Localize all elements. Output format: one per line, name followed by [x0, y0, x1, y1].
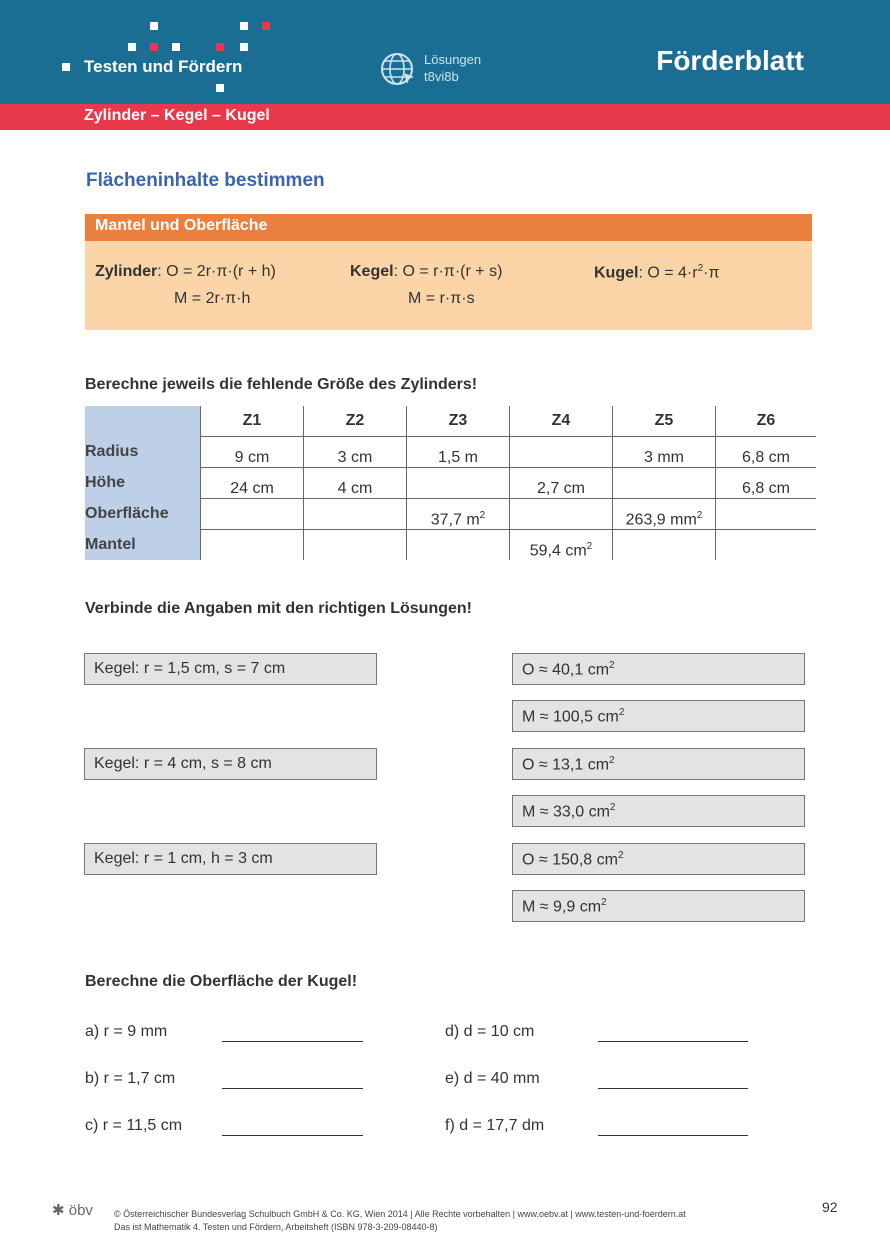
footer-text: [114, 1208, 686, 1234]
table-cell[interactable]: [716, 499, 817, 530]
table-cell[interactable]: 6,8 cm: [716, 437, 817, 468]
formula-box-heading: Mantel und Oberfläche: [85, 214, 812, 241]
table-cell[interactable]: [201, 530, 304, 561]
table-cell[interactable]: [716, 530, 817, 561]
solutions-link[interactable]: [424, 51, 481, 85]
page-title: Förderblatt: [656, 45, 804, 76]
answer-line[interactable]: [598, 1041, 748, 1042]
logo-dot: [62, 63, 70, 71]
topic-label: Zylinder – Kegel – Kugel: [84, 107, 270, 124]
table-cell[interactable]: [407, 468, 510, 499]
table-cell[interactable]: 263,9 $mm^2$: [613, 499, 716, 530]
table-cell[interactable]: 37,7 $m^2$: [407, 499, 510, 530]
table-cell[interactable]: 4 cm: [304, 468, 407, 499]
copyright-line: © Österreichischer Bundesverlag Schulbuch GmbH & Co. KG, Wien 2014 | Alle Rechte vorbehalten | www.oebv.at | www.testen-und-foerdern.at: [114, 1209, 686, 1219]
table-cell[interactable]: [510, 499, 613, 530]
section-title: Flächeninhalte bestimmen: [86, 170, 325, 191]
table-cell[interactable]: 3 cm: [304, 437, 407, 468]
sparkle-icon: ✱: [52, 1202, 65, 1219]
logo-dot: [128, 43, 136, 51]
logo-dot: [216, 84, 224, 92]
exercise-label: f) d = 17,7 dm: [445, 1117, 545, 1134]
table-cell[interactable]: [201, 499, 304, 530]
logo-dot: [150, 43, 158, 51]
exercise-label: c) r = 11,5 cm: [85, 1117, 183, 1134]
solution-box[interactable]: M ≈ 100,5 $cm^2$: [512, 700, 805, 732]
solution-box[interactable]: M ≈ 9,9 $cm^2$: [512, 890, 805, 922]
solution-box[interactable]: M ≈ 33,0 $cm^2$: [512, 795, 805, 827]
kegel-mantle-formula: M = r·π·s: [408, 290, 475, 307]
table-cell[interactable]: [407, 530, 510, 561]
answer-line[interactable]: [222, 1041, 363, 1042]
globe-icon: [380, 51, 416, 87]
col-header: Z5: [613, 406, 716, 437]
table-cell[interactable]: 2,7 cm: [510, 468, 613, 499]
solutions-code: t8vi8b: [424, 69, 459, 84]
table-row: [85, 499, 816, 530]
cylinder-table: [85, 406, 816, 560]
table-row: [85, 468, 816, 499]
row-label: Höhe: [85, 468, 201, 499]
answer-line[interactable]: [598, 1088, 748, 1089]
table-cell[interactable]: [613, 468, 716, 499]
task-connect: Verbinde die Angaben mit den richtigen Lösungen!: [85, 600, 472, 617]
logo-dot: [240, 43, 248, 51]
table-cell[interactable]: 24 cm: [201, 468, 304, 499]
answer-line[interactable]: [222, 1088, 363, 1089]
task-cylinder: Berechne jeweils die fehlende Größe des Zylinders!: [85, 376, 478, 393]
col-header: Z6: [716, 406, 817, 437]
row-label: Mantel: [85, 530, 201, 561]
exercise-label: d) d = 10 cm: [445, 1023, 535, 1040]
logo-dot: [172, 43, 180, 51]
zylinder-surface-formula: Zylinder: O = 2r·π·(r + h): [95, 263, 276, 280]
exercise-label: b) r = 1,7 cm: [85, 1070, 176, 1087]
zylinder-mantle-formula: M = 2r·π·h: [174, 290, 251, 307]
task-sphere: Berechne die Oberfläche der Kugel!: [85, 973, 358, 990]
logo-dot: [262, 22, 270, 30]
table-cell[interactable]: [304, 499, 407, 530]
row-label: Radius: [85, 437, 201, 468]
table-cell[interactable]: 1,5 m: [407, 437, 510, 468]
table-cell[interactable]: 59,4 $cm^2$: [510, 530, 613, 561]
formula-box: [85, 214, 812, 330]
table-row: [85, 530, 816, 561]
solutions-label: Lösungen: [424, 52, 482, 67]
kugel-surface-formula: Kugel: $O = 4\cdot r^2\cdot\pi$: [594, 263, 720, 282]
answer-line[interactable]: [598, 1135, 748, 1136]
cone-given-box[interactable]: Kegel: r = 1 cm, h = 3 cm: [84, 843, 377, 875]
table-cell[interactable]: 6,8 cm: [716, 468, 817, 499]
kegel-surface-formula: Kegel: O = r·π·(r + s): [350, 263, 503, 280]
topic-bar: [0, 104, 890, 130]
answer-line[interactable]: [222, 1135, 363, 1136]
table-cell[interactable]: [510, 437, 613, 468]
header-bar: [0, 0, 890, 104]
logo-dot: [240, 22, 248, 30]
exercise-label: e) d = 40 mm: [445, 1070, 540, 1087]
col-header: Z4: [510, 406, 613, 437]
table-cell[interactable]: [304, 530, 407, 561]
col-header: Z1: [201, 406, 304, 437]
logo-dot: [216, 43, 224, 51]
cone-given-box[interactable]: Kegel: r = 4 cm, s = 8 cm: [84, 748, 377, 780]
table-cell[interactable]: 3 mm: [613, 437, 716, 468]
col-header: Z2: [304, 406, 407, 437]
table-corner: [85, 406, 201, 437]
isbn-line: Das ist Mathematik 4. Testen und Fördern, Arbeitsheft (ISBN 978-3-209-08440-8): [114, 1222, 438, 1232]
cone-given-box[interactable]: Kegel: r = 1,5 cm, s = 7 cm: [84, 653, 377, 685]
col-header: Z3: [407, 406, 510, 437]
page-number: 92: [822, 1199, 838, 1215]
brand-name: Testen und Fördern: [84, 57, 243, 76]
publisher-logo: ✱ öbv: [52, 1202, 93, 1219]
row-label: Oberfläche: [85, 499, 201, 530]
exercise-label: a) r = 9 mm: [85, 1023, 168, 1040]
table-row: [85, 437, 816, 468]
logo-dot: [150, 22, 158, 30]
table-cell[interactable]: 9 cm: [201, 437, 304, 468]
solution-box[interactable]: O ≈ 150,8 $cm^2$: [512, 843, 805, 875]
solution-box[interactable]: O ≈ 13,1 $cm^2$: [512, 748, 805, 780]
table-cell[interactable]: [613, 530, 716, 561]
solution-box[interactable]: O ≈ 40,1 $cm^2$: [512, 653, 805, 685]
